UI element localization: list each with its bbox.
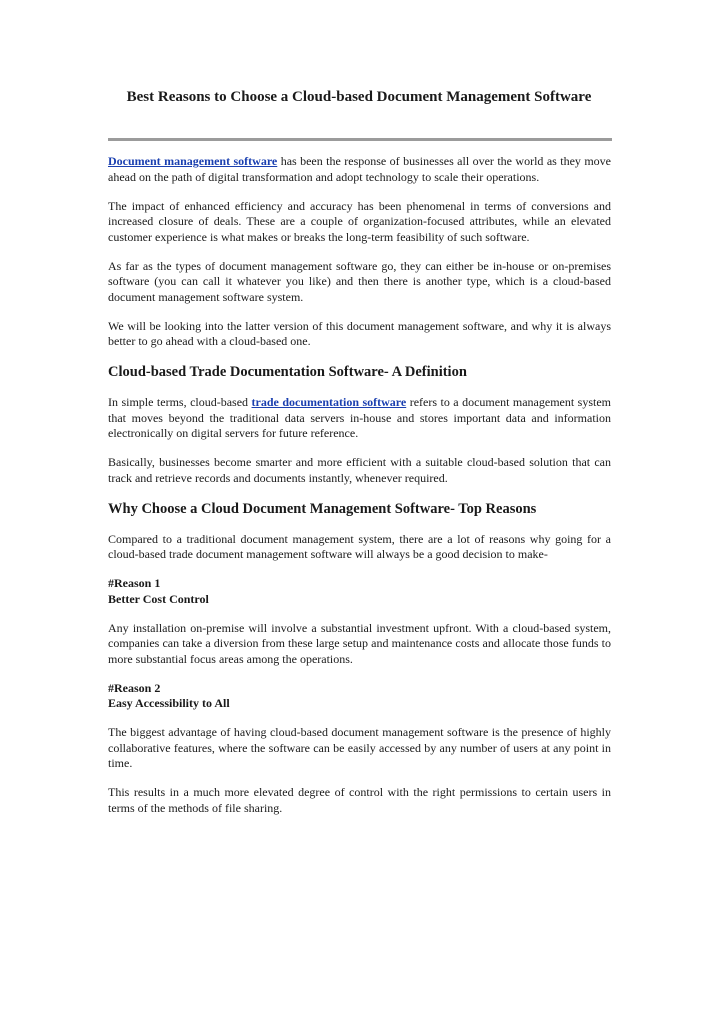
paragraph-latter: We will be looking into the latter version of this document management software, and why it is always better to go ahead with a cloud-based one.	[108, 318, 611, 348]
reason-2-paragraph-2: This results in a much more elevated degree of control with the right permissions to certain users in terms of the methods of file sharing.	[108, 785, 611, 815]
trade-documentation-software-link[interactable]: trade documentation software	[251, 395, 407, 409]
section-heading-definition: Cloud-based Trade Documentation Software- A Definition	[108, 364, 467, 380]
definition-text-after: refers to a document management system that moves beyond the traditional data servers in-house and stores important data and information electronically on digital servers for future reference.	[108, 395, 611, 440]
definition-paragraph	[108, 395, 611, 442]
page-title: Best Reasons to Choose a Cloud-based Document Management Software	[126, 89, 592, 105]
intro-paragraph	[108, 154, 611, 185]
paragraph-impact: The impact of enhanced efficiency and accuracy has been phenomenal in terms of conversions and increased closure of deals. These are a couple of organization-focused attributes, while an elevated customer experience is what makes or breaks the long-term feasibility of such software.	[108, 198, 611, 244]
reason-1-header	[108, 576, 611, 607]
reasons-intro-paragraph: Compared to a traditional document management system, there are a lot of reasons why going for a cloud-based trade document management software will always be a good decision to make-	[108, 531, 611, 561]
reason-1-paragraph: Any installation on-premise will involve a substantial investment upfront. With a cloud-based system, companies can take a diversion from these large setup and maintenance costs and allocate those funds to more substantial focus areas among the operations.	[108, 620, 611, 666]
reason-1-number: #Reason 1	[108, 576, 161, 590]
title-divider	[108, 138, 612, 141]
reason-2-number: #Reason 2	[108, 680, 161, 695]
section-heading-reasons: Why Choose a Cloud Document Management Software- Top Reasons	[108, 500, 537, 517]
paragraph-types: As far as the types of document management software go, they can either be in-house or on-premises software (you can call it whatever you like) and then there is another type, which is a cloud-based document management software system.	[108, 258, 611, 304]
paragraph-smarter: Basically, businesses become smarter and more efficient with a suitable cloud-based solution that can track and retrieve records and documents instantly, whenever required.	[108, 455, 611, 485]
document-management-software-link[interactable]: Document management software	[108, 154, 278, 168]
definition-text-before: In simple terms, cloud-based	[108, 395, 252, 409]
document-body	[108, 154, 611, 830]
reason-2-title: Easy Accessibility to All	[108, 696, 230, 710]
reason-2-paragraph-1: The biggest advantage of having cloud-based document management software is the presence of highly collaborative features, where the software can be easily accessed by any number of users at any point in time.	[108, 725, 611, 770]
reason-2-header	[108, 681, 611, 712]
reason-1-title: Better Cost Control	[108, 591, 209, 606]
intro-text: has been the response of businesses all over the world as they move ahead on the path of digital transformation and adopt technology to scale their operations.	[108, 154, 611, 184]
